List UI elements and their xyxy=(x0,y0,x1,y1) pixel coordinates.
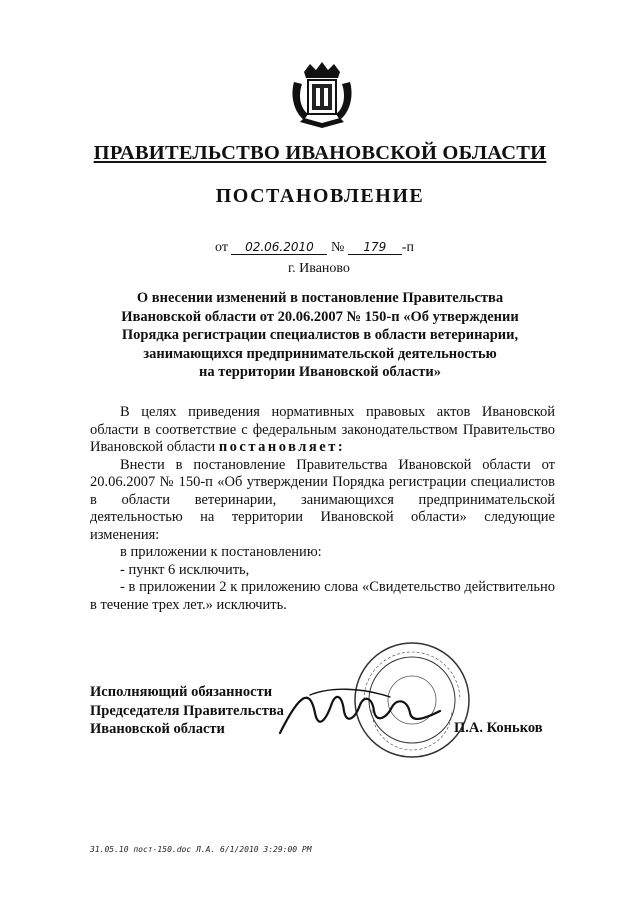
document-body xyxy=(90,404,555,614)
document-subject xyxy=(100,289,540,382)
subject-line: на территории Ивановской области» xyxy=(199,364,441,380)
body-paragraph-preamble xyxy=(90,404,555,457)
subject-line: Ивановской области от 20.06.2007 № 150-п «Об утверждении xyxy=(121,308,519,325)
preamble-text: В целях приведения нормативных правовых актов Ивановской области в соответствие с федеральным законодательством Правительство Ивановской области xyxy=(90,404,555,455)
city-name: г. Иваново xyxy=(288,261,350,276)
number-sign: № xyxy=(330,240,345,255)
body-paragraph-item-1: - пункт 6 исключить, xyxy=(120,561,250,578)
signatory-title-line: Председателя Правительства xyxy=(90,702,284,719)
subject-line: Порядка регистрации специалистов в области ветеринарии, xyxy=(121,327,519,343)
signatory-title-line: Ивановской области xyxy=(90,721,225,737)
subject-line: занимающихся предпринимательской деятельностью xyxy=(143,345,497,362)
document-type-heading: ПОСТАНОВЛЕНИЕ xyxy=(215,185,425,207)
resolves-keyword: постановляет: xyxy=(218,439,346,455)
body-paragraph-item-2: - в приложении 2 к приложению слова «Свидетельство действительно в течение трех лет.» исключить. xyxy=(90,579,555,613)
government-title: ПРАВИТЕЛЬСТВО ИВАНОВСКОЙ ОБЛАСТИ xyxy=(93,142,547,164)
signer-name: П.А. Коньков xyxy=(454,720,543,736)
body-paragraph-annex: в приложении к постановлению: xyxy=(120,544,322,560)
number-suffix: -п xyxy=(401,240,414,255)
date-prefix: от xyxy=(215,240,228,255)
document-date: 02.06.2010 xyxy=(231,240,327,255)
signatory-title-line: Исполняющий обязанности xyxy=(90,684,273,700)
body-paragraph-amendment: Внести в постановление Правительства Ивановской области от 20.06.2007 № 150-п «Об утверждении Порядка регистрации специалистов в области ветеринарии, занимающихся предпринимательской деятельностью на территории Ивановской области» следующие изменения: xyxy=(90,456,555,543)
document-number: 179 xyxy=(348,240,402,255)
file-metadata-footer: 31.05.10 пост-150.doc Л.А. 6/1/2010 3:29:00 PM xyxy=(90,845,312,854)
signatory-title xyxy=(90,683,284,739)
subject-line: О внесении изменений в постановление Правительства xyxy=(136,290,504,306)
coat-of-arms-icon xyxy=(290,60,354,130)
date-number-line xyxy=(215,240,414,256)
handwritten-signature xyxy=(270,683,450,743)
